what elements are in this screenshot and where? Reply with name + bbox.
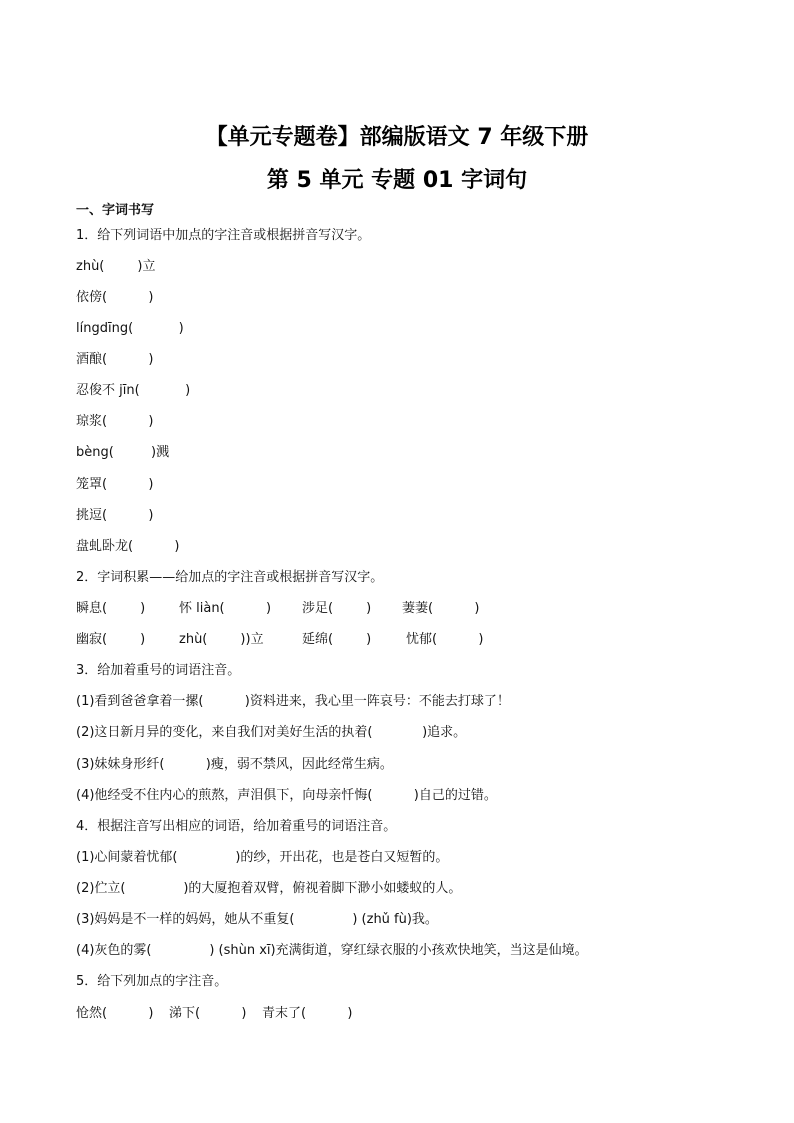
question-1-prompt: 1．给下列词语中加点的字注音或根据拼音写汉字。	[76, 228, 371, 243]
q2-item: 萋萋( )	[402, 601, 480, 616]
question-3-prompt: 3．给加着重号的词语注音。	[76, 663, 241, 678]
q3-item: (3)妹妹身形纤( )瘦，弱不禁风，因此经常生病。	[76, 757, 393, 772]
q2-item: 怀 liàn( )	[179, 601, 272, 616]
q2-item: 忧郁( )	[406, 632, 484, 647]
q1-item: 笼罩( )	[76, 477, 154, 492]
question-5-prompt: 5．给下列加点的字注音。	[76, 974, 228, 989]
q1-item: bèng( )溅	[76, 445, 170, 460]
q2-row	[76, 631, 716, 649]
q3-item: (4)他经受不住内心的煎熬，声泪俱下，向母亲忏悔( )自己的过错。	[76, 788, 497, 803]
q3-item: (2)这日新月异的变化，来自我们对美好生活的执着( )追求。	[76, 725, 467, 740]
q1-item: 酒酿( )	[76, 352, 154, 367]
q1-item: 依傍( )	[76, 290, 154, 305]
q2-item: 延绵( )	[302, 632, 372, 647]
q2-item: 幽寂( )	[76, 632, 146, 647]
q4-item: (2)伫立( )的大厦抱着双臂，俯视着脚下渺小如蝼蚁的人。	[76, 881, 462, 896]
q2-row	[76, 600, 716, 618]
q1-item: 盘虬卧龙( )	[76, 539, 180, 554]
q2-item: 涉足( )	[302, 601, 372, 616]
question-4-prompt: 4．根据注音写出相应的词语，给加着重号的词语注音。	[76, 819, 397, 834]
q1-item: 琼浆( )	[76, 414, 154, 429]
q3-item: (1)看到爸爸拿着一摞( )资料进来，我心里一阵哀号：不能去打球了！	[76, 694, 510, 709]
q4-item: (1)心间蒙着忧郁( )的纱，开出花，也是苍白又短暂的。	[76, 850, 449, 865]
q2-item: zhù( ))立	[179, 632, 264, 647]
document-title: 【单元专题卷】部编版语文 7 年级下册	[205, 125, 589, 150]
q1-item: 挑逗( )	[76, 508, 154, 523]
q1-item: 忍俊不 jīn( )	[76, 383, 191, 398]
q5-item: 怆然( )	[76, 1006, 154, 1021]
q4-item: (3)妈妈是不一样的妈妈，她从不重复( ) (zhǔ fù)我。	[76, 912, 438, 927]
section-heading: 一、字词书写	[76, 203, 155, 218]
q1-item: zhù( )立	[76, 259, 156, 274]
q5-item: 青末了( )	[262, 1006, 353, 1021]
q1-item: língdīng( )	[76, 321, 184, 336]
q5-row	[76, 1005, 476, 1023]
question-2-prompt: 2．字词积累——给加点的字注音或根据拼音写汉字。	[76, 570, 384, 585]
q5-item: 涕下( )	[169, 1006, 247, 1021]
q2-item: 瞬息( )	[76, 601, 146, 616]
q4-item: (4)灰色的雾( ) (shùn xī)充满街道，穿红绿衣服的小孩欢快地笑，当这是仙境。	[76, 943, 588, 958]
document-subtitle: 第 5 单元 专题 01 字词句	[266, 168, 528, 193]
